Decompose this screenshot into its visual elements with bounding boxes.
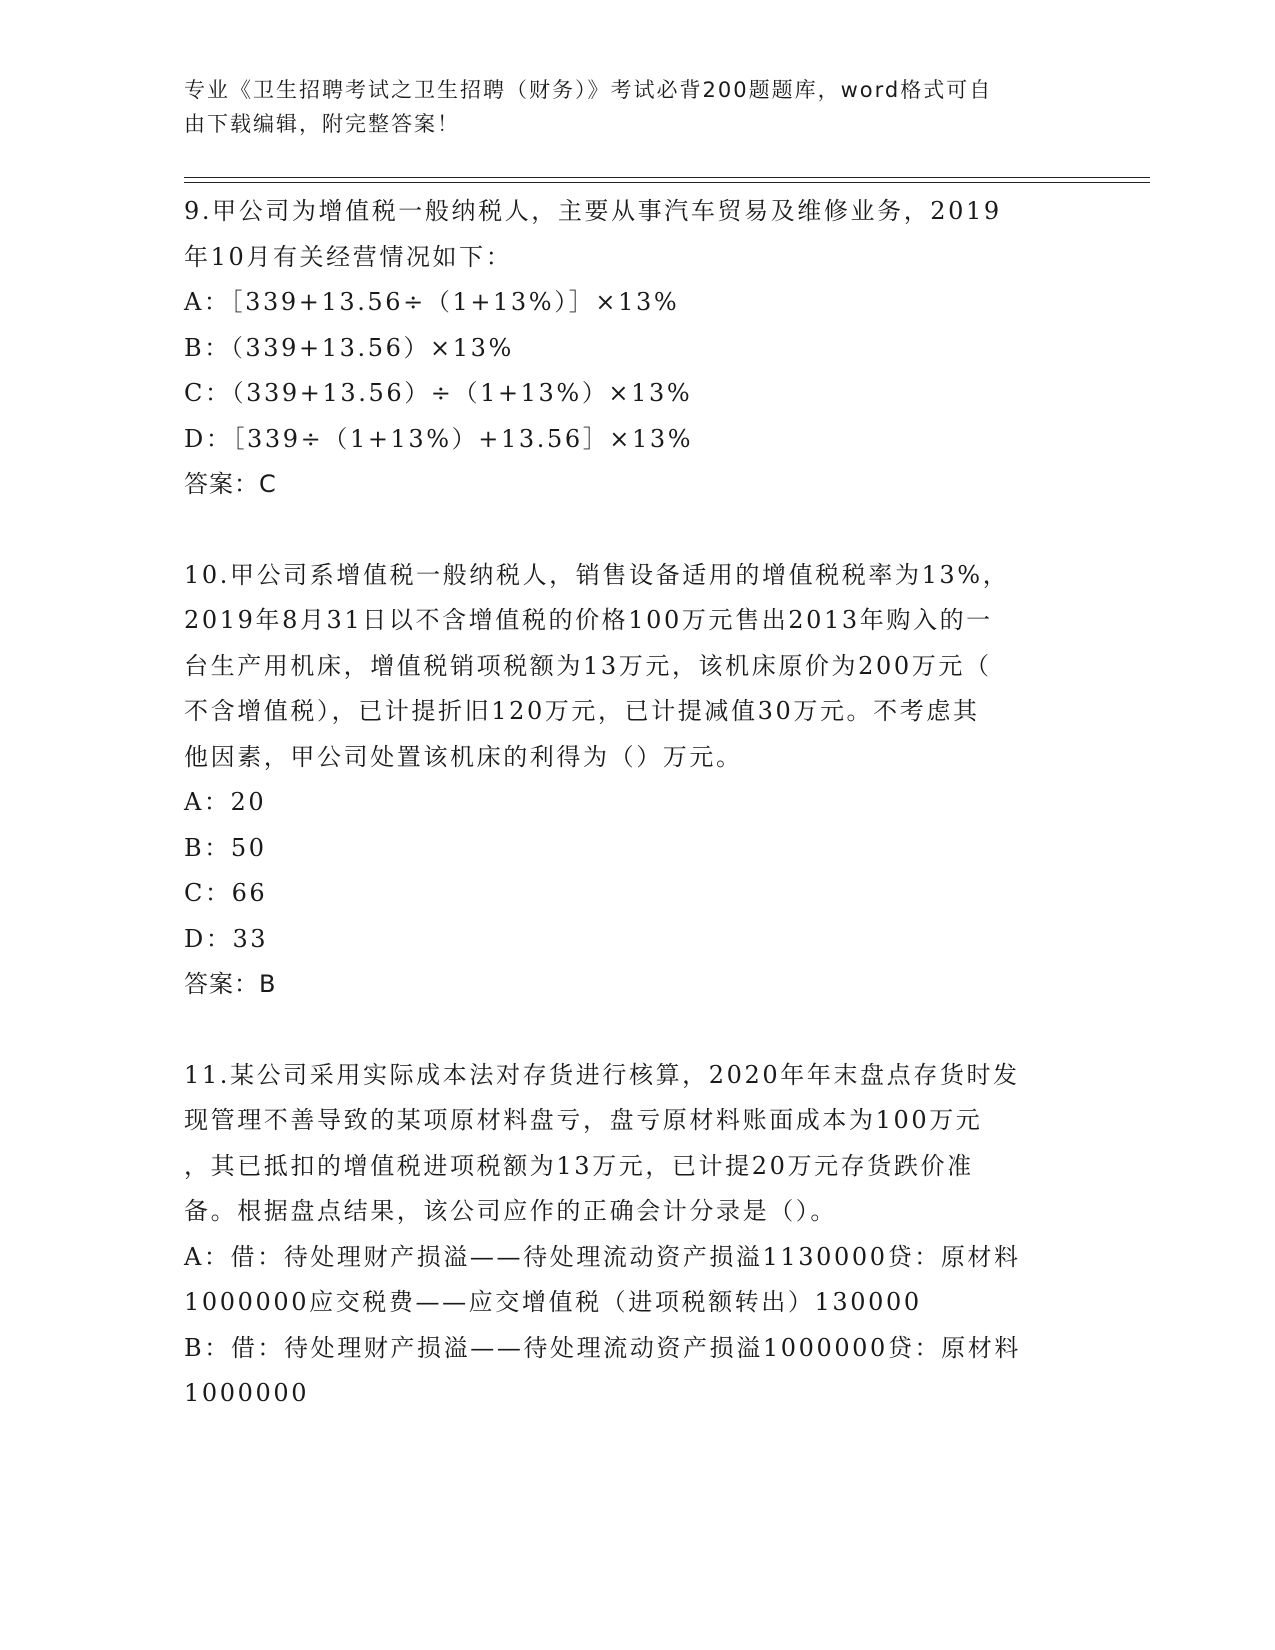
- option-a: A：［339+13.56÷（1+13%）］×13%: [184, 288, 680, 316]
- option-a: A：20: [184, 788, 267, 816]
- question-stem-line: 他因素，甲公司处置该机床的利得为（）万元。: [184, 742, 743, 771]
- header-line-2: 由下载编辑，附完整答案！: [184, 112, 460, 136]
- option-c: C：66: [184, 879, 268, 907]
- answer-line: 答案：B: [184, 970, 277, 998]
- option-b: B：50: [184, 833, 267, 862]
- option-a: A：借：待处理财产损溢——待处理流动资产损溢1130000贷：原材料: [184, 1242, 1021, 1271]
- question-stem-line: 备。根据盘点结果，该公司应作的正确会计分录是（）。: [184, 1197, 837, 1225]
- header-line-1: 专业《卫生招聘考试之卫生招聘（财务）》考试必背200题题库，word格式可自: [184, 78, 993, 102]
- option-d: D：［339÷（1+13%）+13.56］×13%: [184, 424, 694, 453]
- question-stem-line: ，其已抵扣的增值税进项税额为13万元，已计提20万元存货跌价准: [184, 1151, 974, 1180]
- option-a-continued: 1000000应交税费——应交增值税（进项税额转出）130000: [184, 1288, 922, 1316]
- header-divider-bottom: [184, 182, 1150, 183]
- question-stem-line: 台生产用机床，增值税销项税额为13万元，该机床原价为200万元（: [184, 651, 992, 680]
- question-stem-line: 9.甲公司为增值税一般纳税人，主要从事汽车贸易及维修业务，2019: [184, 197, 1002, 225]
- question-list: [184, 189, 1084, 1462]
- option-b: B：借：待处理财产损溢——待处理流动资产损溢1000000贷：原材料: [184, 1333, 1021, 1362]
- question-11: [184, 1053, 1084, 1417]
- option-b: B：（339+13.56）×13%: [184, 333, 514, 362]
- document-header: [184, 73, 1064, 141]
- question-stem-line: 年10月有关经营情况如下：: [184, 242, 513, 271]
- option-c: C：（339+13.56）÷（1+13%）×13%: [184, 379, 693, 407]
- question-9: [184, 189, 1084, 508]
- answer-line: 答案：C: [184, 470, 277, 498]
- question-10: [184, 553, 1084, 1008]
- option-d: D：33: [184, 924, 269, 953]
- question-stem-line: 10.甲公司系增值税一般纳税人，销售设备适用的增值税税率为13%，: [184, 560, 1010, 589]
- question-stem-line: 2019年8月31日以不含增值税的价格100万元售出2013年购入的一: [184, 606, 993, 634]
- question-stem-line: 11.某公司采用实际成本法对存货进行核算，2020年年末盘点存货时发: [184, 1060, 1020, 1089]
- header-divider-top: [184, 177, 1150, 178]
- question-stem-line: 不含增值税），已计提折旧120万元，已计提减值30万元。不考虑其: [184, 697, 980, 725]
- option-b-continued: 1000000: [184, 1379, 310, 1407]
- question-stem-line: 现管理不善导致的某项原材料盘亏，盘亏原材料账面成本为100万元: [184, 1106, 983, 1134]
